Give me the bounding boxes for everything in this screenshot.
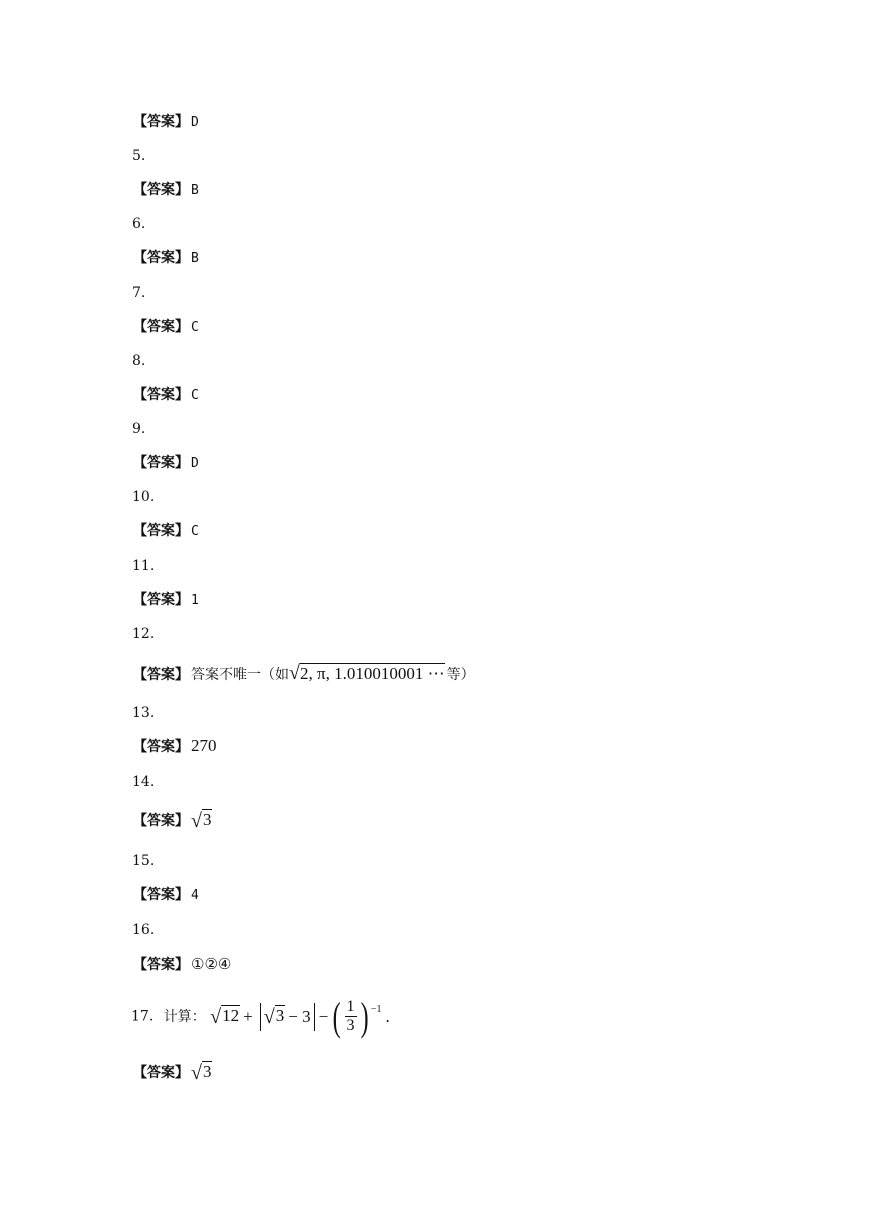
- answer-math: [289, 664, 445, 683]
- question-number: 11.: [132, 558, 155, 574]
- answer-row: [133, 522, 199, 541]
- question-number: 9.: [132, 421, 146, 437]
- answer-label: 【答案】: [133, 387, 189, 403]
- answer-value: C: [191, 524, 199, 539]
- radical-icon: √: [191, 810, 202, 832]
- answer-row: [133, 955, 231, 974]
- answer-row: [133, 886, 199, 905]
- question-number: 13.: [132, 705, 155, 721]
- question-number: 16.: [132, 922, 155, 938]
- answer-value: B: [191, 251, 199, 266]
- answer-label: 【答案】: [133, 182, 189, 198]
- fraction: [345, 998, 357, 1035]
- radical-icon: √: [263, 1006, 275, 1028]
- question-17: [131, 993, 390, 1040]
- radicand: 3: [275, 1006, 285, 1025]
- answer-row: [133, 249, 199, 268]
- answer-row: [133, 591, 199, 610]
- answer-row: [133, 811, 212, 830]
- answer-label: 【答案】: [133, 592, 189, 608]
- question-number: 12.: [132, 626, 155, 642]
- answer-value: 1: [191, 593, 199, 608]
- question-number: 7.: [132, 285, 146, 301]
- question-number: 17.: [131, 1008, 154, 1025]
- answer-math-body: 2, π, 1.010010001 ⋯: [299, 664, 445, 683]
- question-number: 8.: [132, 353, 146, 369]
- plus-sign: +: [243, 1006, 253, 1026]
- question-number: 6.: [132, 216, 146, 232]
- answer-label: 【答案】: [133, 250, 189, 266]
- minus-sign: −: [318, 1006, 329, 1026]
- answer-label: 【答案】: [133, 523, 189, 539]
- answer-row: [133, 664, 475, 684]
- answer-value: C: [191, 320, 199, 335]
- answer-label: 【答案】: [133, 319, 189, 335]
- radical-icon: √: [191, 1062, 202, 1084]
- absolute-value: [260, 1003, 315, 1031]
- answer-row: [133, 454, 199, 473]
- answer-radical: [191, 811, 212, 830]
- answer-label: 【答案】: [133, 455, 189, 471]
- answer-value: B: [191, 183, 199, 198]
- answer-label: 【答案】: [133, 1065, 189, 1081]
- left-paren-icon: (: [332, 993, 341, 1039]
- denominator: 3: [346, 1017, 355, 1034]
- answer-label: 【答案】: [133, 813, 189, 829]
- answer-value: D: [191, 456, 199, 471]
- question-expression: [210, 993, 390, 1039]
- answer-row: [133, 737, 217, 756]
- radical-12: [210, 996, 240, 1037]
- answer-value: D: [191, 115, 199, 130]
- answer-value: 4: [191, 888, 199, 903]
- answer-row: [133, 113, 199, 132]
- answer-label: 【答案】: [133, 667, 189, 683]
- radical-icon: √: [210, 1006, 222, 1028]
- radical-3: [264, 996, 285, 1037]
- exponent: −1: [370, 1004, 382, 1015]
- answer-value: C: [191, 388, 199, 403]
- answer-prefix: 答案不唯一（如: [191, 667, 289, 683]
- answer-radical: [191, 1063, 212, 1082]
- question-number: 14.: [132, 774, 155, 790]
- answer-value: ①②④: [191, 955, 232, 973]
- radicand: 3: [202, 810, 212, 829]
- numerator: 1: [346, 998, 355, 1015]
- question-number: 5.: [132, 148, 146, 164]
- question-prefix: 计算：: [163, 1008, 206, 1025]
- answer-row: [133, 318, 199, 337]
- right-paren-icon: ): [360, 993, 369, 1039]
- question-number: 15.: [132, 853, 155, 869]
- radical-icon: √: [289, 662, 300, 684]
- radicand: 12: [222, 1006, 240, 1025]
- question-number: 10.: [132, 489, 155, 505]
- answer-suffix: 等）: [446, 667, 475, 683]
- answer-label: 【答案】: [133, 887, 189, 903]
- answer-label: 【答案】: [133, 114, 189, 130]
- period: .: [385, 1006, 390, 1026]
- answer-row: [133, 386, 199, 405]
- minus-three: − 3: [288, 1006, 311, 1026]
- radicand: 3: [202, 1062, 212, 1081]
- answer-row: [133, 1063, 212, 1082]
- answer-label: 【答案】: [133, 957, 189, 973]
- answer-value: 270: [191, 736, 217, 755]
- answer-label: 【答案】: [133, 739, 189, 755]
- answer-row: [133, 181, 199, 200]
